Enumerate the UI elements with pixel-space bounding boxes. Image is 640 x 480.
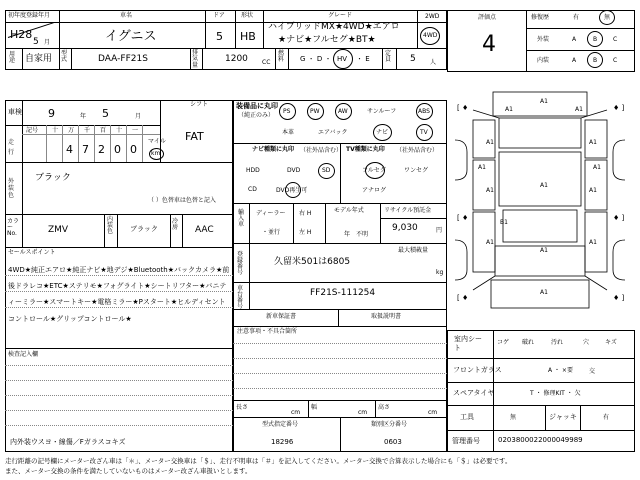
chassis-label: 車台番号	[237, 285, 244, 310]
tv-label: TV種類に丸印	[346, 146, 385, 153]
length-unit: cm	[291, 409, 301, 416]
score-value: 4	[482, 32, 496, 57]
fuel-options: G ・ D ・	[300, 55, 332, 63]
category-label: 類別区分番号	[371, 421, 408, 428]
fuel-label: 燃料	[278, 50, 285, 63]
navi-cd: CD	[248, 186, 257, 193]
displacement-value: 1200	[225, 54, 248, 64]
diagram-mark: A1	[505, 106, 513, 113]
height-unit: cm	[428, 409, 438, 416]
load-unit: kg	[436, 269, 444, 276]
model-year-label: モデル年式	[334, 207, 364, 214]
model-value: DAA-FF21S	[98, 54, 148, 64]
tv-sub: （社外品含む）	[396, 147, 439, 154]
jack-label: ジャッキ	[549, 413, 577, 421]
inspector-notes-text: 内外装ウスヨ・線傷／Fガラスコキズ	[10, 438, 126, 446]
ext-option-b: B	[593, 36, 598, 43]
mileage-digit: 0	[114, 143, 121, 156]
inspection-year-unit: 年	[80, 113, 87, 120]
seat-item: コゲ	[497, 339, 510, 346]
bracket-mark: [ ♦	[457, 214, 469, 222]
shift-value: FAT	[185, 130, 204, 143]
equip-aw: AW	[338, 108, 348, 115]
front-glass-sub: 交	[589, 368, 596, 375]
shift-label: シフト	[190, 101, 209, 108]
exterior-color: ブラック	[35, 173, 71, 183]
seat-item: 汚れ	[551, 339, 564, 346]
diagram-shape	[499, 152, 581, 206]
diagram-mark: A1	[486, 187, 494, 194]
diagram-mark: A1	[478, 164, 486, 171]
displacement-label: 排気量	[192, 49, 199, 69]
digit-header-5: 十	[116, 127, 123, 134]
diagram-shape	[503, 210, 577, 242]
width-unit: cm	[358, 409, 368, 416]
import-label: 輸入車	[238, 209, 245, 228]
diagram-mark: A1	[593, 164, 601, 171]
capacity-value: 5	[410, 54, 416, 64]
sales-point-label: セールスポイント	[8, 249, 56, 256]
int-grade-label: 内装	[537, 57, 550, 64]
digit-header-6: 一	[132, 127, 139, 134]
equip-airbag: エアバック	[318, 129, 348, 136]
exterior-note: （ ）色替車は色替と記入	[148, 197, 216, 204]
bracket-mark: ♦ ]	[613, 104, 625, 112]
usage-label: 用途	[9, 51, 16, 64]
equip-abs: ABS	[418, 108, 430, 115]
diagram-mark: A1	[540, 289, 548, 296]
score-label: 評価点	[478, 14, 497, 21]
doors-value: 5	[216, 30, 223, 43]
usage-value: 自家用	[25, 54, 53, 64]
new-car-warranty: 新車保証書	[266, 313, 297, 320]
repair-option-yes: 有	[573, 14, 580, 21]
int-option-a: A	[572, 57, 577, 64]
tools-label: 工具	[460, 413, 474, 421]
seat-item: キズ	[605, 339, 617, 346]
int-option-c: C	[613, 57, 618, 64]
diagram-mark: A1	[540, 98, 548, 105]
navi-hdd: HDD	[246, 167, 260, 174]
digit-header-0: 記号	[26, 127, 39, 134]
type-designation: 18296	[271, 438, 294, 446]
color-code-label: カラー No.	[7, 218, 20, 237]
first-reg-label: 初年度登録年月	[8, 12, 51, 19]
navi-dvd-play: DVD再生可	[276, 187, 308, 194]
tools-value: 無	[510, 414, 517, 421]
recycle-label: リサイクル預託金	[384, 207, 432, 214]
equip-navi: ナビ	[376, 129, 389, 136]
ext-option-a: A	[572, 36, 577, 43]
reg-month: 5	[33, 37, 39, 47]
tv-oneseg: ワンセグ	[404, 167, 429, 174]
displacement-unit: CC	[262, 59, 271, 66]
navi-label: ナビ種類に丸印	[252, 146, 295, 153]
mile-label: マイル	[148, 138, 166, 145]
shape-value: HB	[240, 30, 256, 43]
equip-pw: PW	[310, 108, 320, 115]
footer-line2: また、メーター交換の条件を満たしていないものはメーター改ざん車扱いとします。	[5, 467, 252, 475]
capacity-label: 定員	[385, 50, 392, 63]
front-glass-label: フロントガラス	[453, 366, 502, 374]
seat-item: 破れ	[522, 339, 535, 346]
import-right: 右 H	[299, 210, 312, 217]
import-dealer: ディーラー	[256, 210, 286, 217]
diagram-mark: A1	[589, 239, 597, 246]
sales-point-text: 4WD★純正エアロ★純正ナビ★地デジ★Bluetooth★バックカメラ★前後ドラレコ★ETC★ステリモ★フォグライト★シートリフター★バニティーミラー★スマートキー★電格ミラー★Pスタート★ヒルディセントコントロール★グリップコントロール★	[8, 266, 230, 323]
diagram-mark: A1	[486, 139, 494, 146]
tv-fullseg: フルセグ	[362, 167, 386, 174]
navi-sd: SD	[322, 167, 331, 174]
inspector-notes-label: 検査記入欄	[8, 351, 39, 358]
fuel-hv: HV	[337, 55, 348, 63]
mileage-digit: 0	[130, 143, 137, 156]
ac-label: 冷房	[172, 218, 179, 231]
bracket-mark: ♦ ]	[613, 214, 625, 222]
registration-value: 久留米501は6805	[274, 257, 351, 267]
mileage-label: 走行	[8, 139, 15, 156]
drive-4wd: 4WD	[423, 32, 438, 39]
diagram-mark: A1	[589, 139, 597, 146]
bracket-mark: [ ♦	[457, 104, 469, 112]
manual-label: 取扱説明書	[371, 313, 402, 320]
ext-option-c: C	[613, 36, 618, 43]
footer-line1: 走行距離の記号欄にメーター改ざん車は「＊」、メーター交換車は「＄」、走行不明車は「＃」を記入してください。メーター交換で合算表示した場合にも「＄」は必要です。	[5, 457, 512, 465]
front-glass-value: A ・ ×要	[548, 367, 573, 374]
navi-dvd: DVD	[287, 167, 301, 174]
grade-line2: ★ナビ★フルセグ★BT★	[278, 35, 376, 45]
digit-header-3: 千	[84, 127, 91, 134]
import-left: 左 H	[299, 229, 312, 236]
recycle-unit: 円	[436, 227, 443, 234]
diagram-mark: A1	[540, 182, 548, 189]
exterior-label: 外装色	[8, 178, 15, 200]
digit-header-2: 万	[68, 127, 75, 134]
capacity-unit: 人	[430, 59, 437, 66]
category-value: 0603	[384, 438, 402, 446]
reg-month-unit: 月	[44, 39, 51, 46]
km-label: km	[151, 150, 161, 157]
recycle-value: 9,030	[392, 223, 418, 233]
ext-grade-label: 外装	[537, 36, 550, 43]
shape-label: 形状	[241, 12, 254, 19]
width-label: 幅	[311, 404, 318, 411]
length-label: 長さ	[236, 404, 249, 411]
digit-header-4: 百	[100, 127, 107, 134]
model-label: 型式	[61, 50, 68, 63]
equip-tv: TV	[420, 129, 428, 136]
mileage-digit: 2	[98, 143, 105, 156]
diagram-mark: A1	[486, 239, 494, 246]
interior-color: ブラック	[130, 225, 158, 233]
equip-ps: PS	[283, 108, 291, 115]
import-parallel: ・並行	[262, 229, 281, 236]
seat-label: 室内シート	[454, 335, 482, 353]
management-number: 0203800022000049989	[498, 436, 583, 444]
equipment-label: 装備品に丸印	[236, 102, 278, 110]
grade-label: グレード	[328, 12, 353, 19]
diagram-mark: A1	[540, 247, 548, 254]
inspection-month: 5	[102, 107, 109, 120]
diagram-mark: A1	[575, 106, 583, 113]
car-name: イグニス	[105, 29, 157, 44]
jack-value: 有	[603, 414, 610, 421]
inspection-year: 9	[48, 107, 55, 120]
seat-item: 穴	[583, 339, 590, 346]
drive-2wd: 2WD	[425, 13, 440, 20]
inspection-month-unit: 月	[135, 113, 142, 120]
doors-label: ドア	[213, 12, 225, 19]
int-option-b: B	[593, 57, 598, 64]
equip-leather: 本革	[282, 129, 295, 136]
spare-value: T ・ 修理KIT ・ 欠	[530, 390, 581, 397]
reg-year: H28	[10, 28, 33, 41]
disclosure-label: 注意事項・不具合箇所	[237, 328, 298, 335]
color-code: ZMV	[48, 225, 69, 235]
ac-value: AAC	[195, 225, 214, 235]
spare-label: スペアタイヤ	[453, 389, 495, 397]
diagram-mark: B1	[500, 219, 508, 226]
model-year: 年 不明	[344, 231, 369, 238]
height-label: 高さ	[378, 404, 391, 411]
interior-label: 内装色	[107, 216, 114, 235]
bracket-mark: [ ♦	[457, 294, 469, 302]
mileage-digit: 7	[82, 143, 89, 156]
grade-line1: ハイブリッドMX★4WD★エアロ	[268, 22, 400, 32]
registration-label: 登録番号	[237, 251, 244, 276]
navi-sub: （社外品含む）	[300, 147, 343, 154]
car-name-label: 車名	[120, 12, 133, 19]
tv-analog: アナログ	[362, 187, 387, 194]
diagram-mark: A1	[589, 187, 597, 194]
type-designation-label: 型式指定番号	[262, 421, 299, 428]
equipment-sublabel: （純正のみ）	[238, 112, 275, 119]
inspection-label: 車検	[8, 108, 22, 116]
diagram-shape	[499, 118, 581, 148]
management-label: 管理番号	[452, 437, 480, 445]
fuel-other: ・ E	[356, 55, 370, 63]
repair-label: 修復歴	[531, 14, 550, 21]
repair-option-no: 無	[604, 14, 611, 21]
max-load-label: 最大積載量	[398, 247, 429, 254]
digit-header-1: 十	[52, 127, 59, 134]
mileage-digit: 4	[66, 143, 73, 156]
equip-sunroof: サンルーフ	[367, 108, 397, 115]
chassis-value: FF21S-111254	[310, 288, 376, 298]
bracket-mark: ♦ ]	[613, 294, 625, 302]
